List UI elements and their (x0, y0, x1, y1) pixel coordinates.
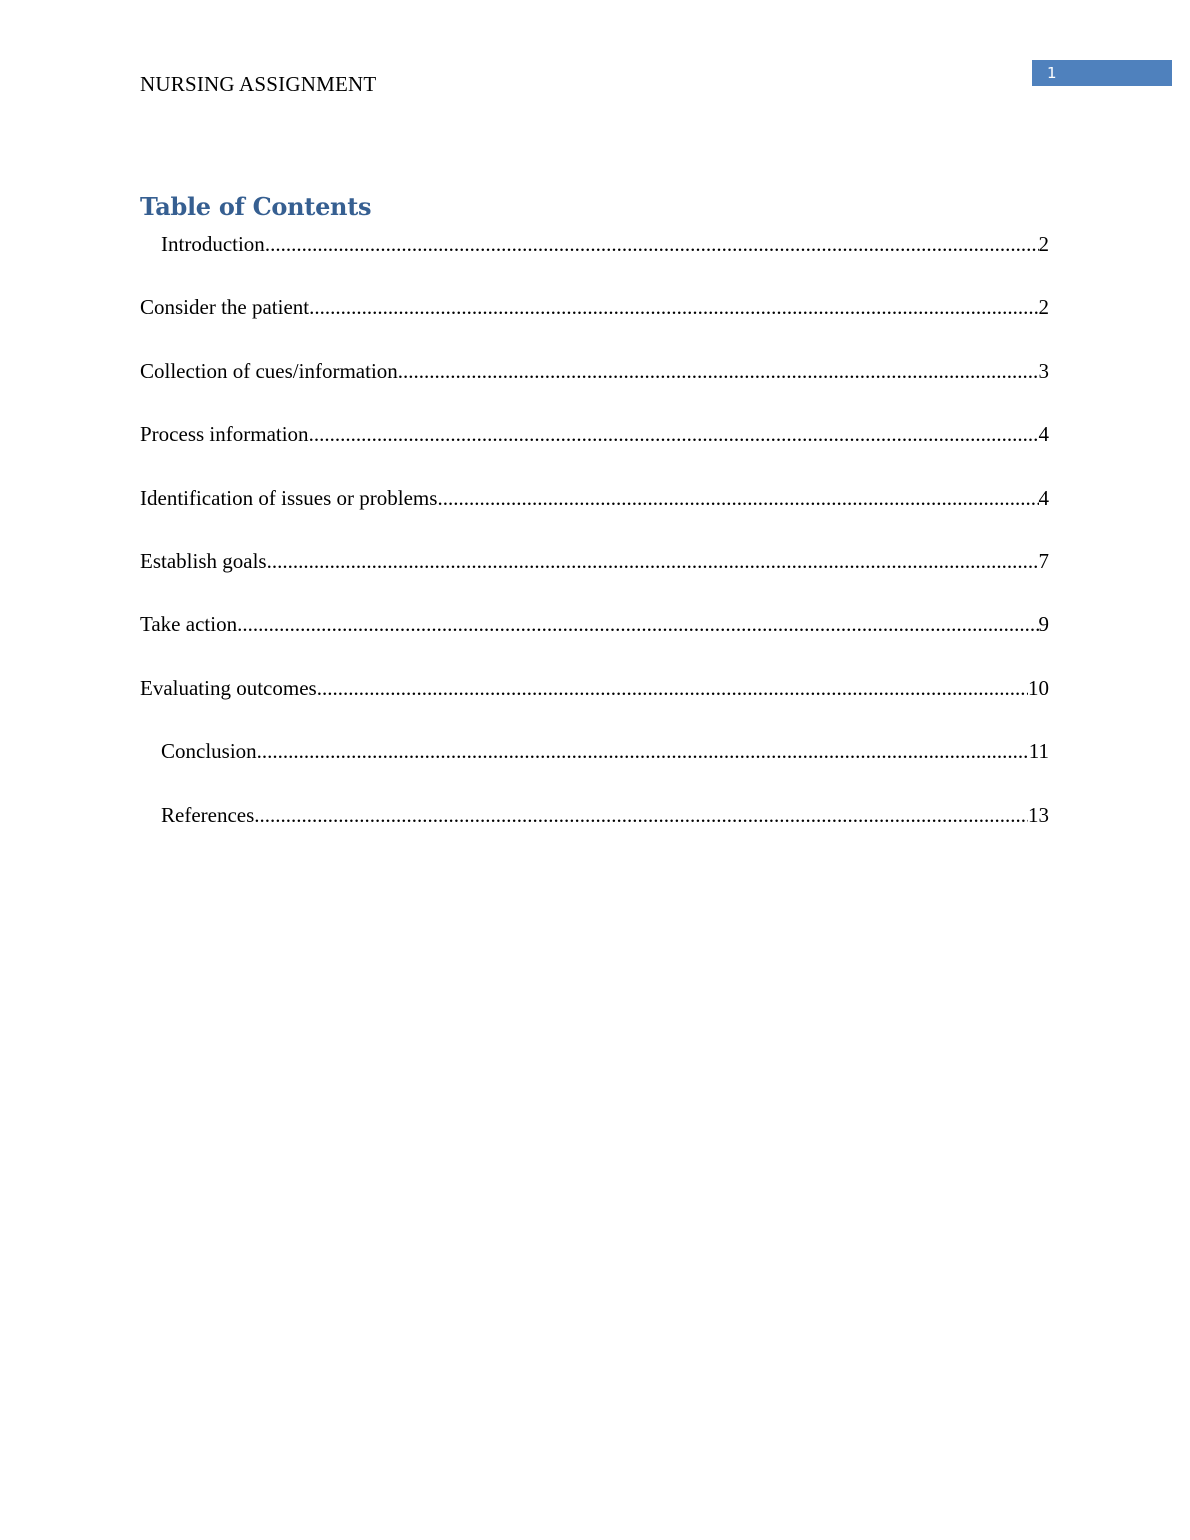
toc-entry-page: 3 (1038, 359, 1049, 383)
toc-entry-label: Conclusion (161, 739, 257, 763)
toc-entry-consider-the-patient[interactable] (140, 293, 1049, 321)
toc-dot-leader (237, 610, 1038, 638)
toc-dot-leader (309, 420, 1039, 448)
toc-entry-label: References (161, 803, 255, 827)
toc-dot-leader (257, 737, 1029, 765)
toc-entry-conclusion[interactable] (161, 737, 1049, 765)
toc-entry-identification-of-issues[interactable] (140, 484, 1049, 512)
toc-entry-page: 4 (1038, 422, 1049, 446)
toc-dot-leader (254, 801, 1028, 829)
toc-entry-label: Collection of cues/information (140, 359, 398, 383)
page-number: 1 (1047, 64, 1057, 82)
toc-entry-label: Introduction (161, 232, 265, 256)
toc-entry-page: 2 (1038, 295, 1049, 319)
toc-entry-establish-goals[interactable] (140, 547, 1049, 575)
toc-entry-label: Process information (140, 422, 309, 446)
toc-dot-leader (398, 357, 1039, 385)
toc-entry-page: 7 (1038, 549, 1049, 573)
toc-entry-introduction[interactable] (161, 230, 1049, 258)
toc-dot-leader (317, 674, 1028, 702)
toc-dot-leader (267, 547, 1039, 575)
toc-entry-take-action[interactable] (140, 610, 1049, 638)
toc-entry-label: Identification of issues or problems (140, 486, 438, 510)
toc-dot-leader (437, 484, 1038, 512)
toc-entry-label: Establish goals (140, 549, 267, 573)
toc-entry-collection-of-cues[interactable] (140, 357, 1049, 385)
toc-entry-process-information[interactable] (140, 420, 1049, 448)
toc-entry-evaluating-outcomes[interactable] (140, 674, 1049, 702)
toc-entry-references[interactable] (161, 801, 1049, 829)
toc-entry-label: Consider the patient (140, 295, 310, 319)
toc-dot-leader (265, 230, 1039, 258)
toc-entry-label: Evaluating outcomes (140, 676, 317, 700)
toc-entry-page: 11 (1028, 739, 1049, 763)
toc-entry-page: 10 (1028, 676, 1049, 700)
toc-entry-page: 9 (1038, 612, 1049, 636)
toc-entry-page: 2 (1038, 232, 1049, 256)
toc-entry-label: Take action (140, 612, 238, 636)
toc-entry-page: 13 (1028, 803, 1049, 827)
toc-heading: Table of Contents (140, 192, 372, 221)
page-header-title: NURSING ASSIGNMENT (140, 72, 377, 96)
toc-entry-page: 4 (1038, 486, 1049, 510)
toc-dot-leader (309, 293, 1038, 321)
